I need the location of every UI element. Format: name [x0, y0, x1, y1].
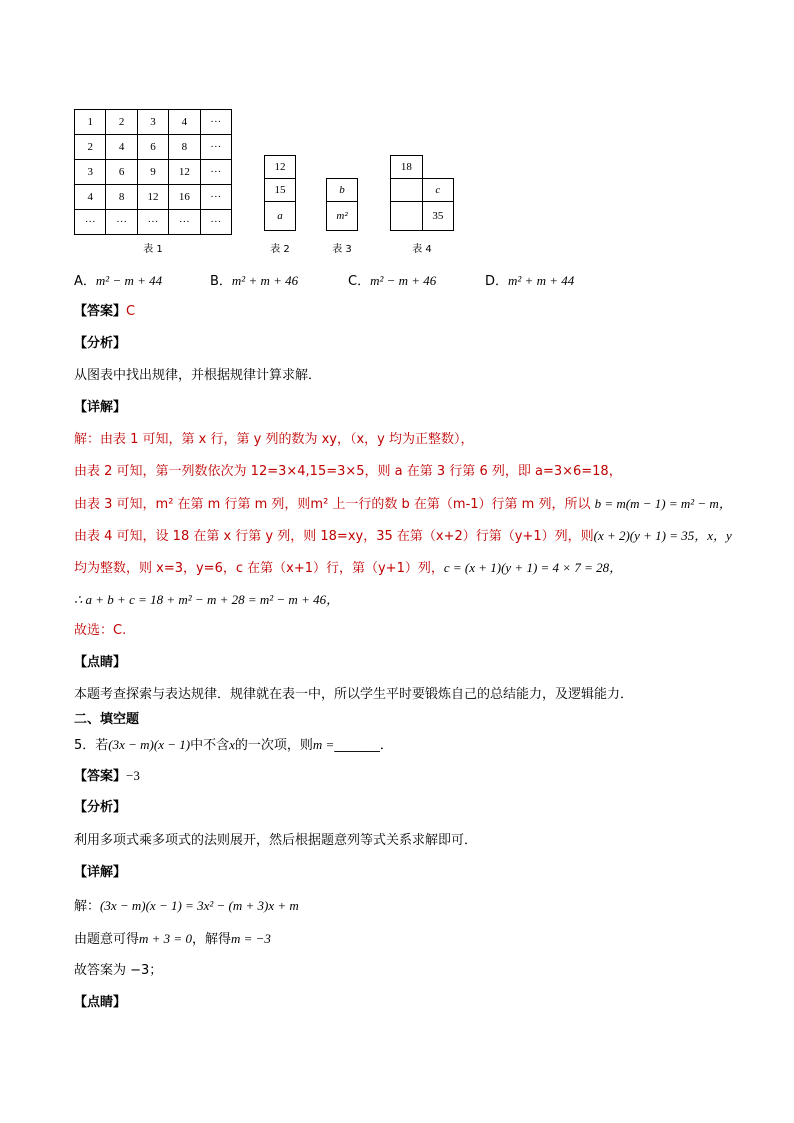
- table-1-cell: ···: [200, 160, 231, 185]
- q4-detail-tag: 【详解】: [74, 400, 127, 415]
- table-4: [390, 155, 454, 231]
- table-1-cell: ···: [75, 210, 106, 235]
- table-2-cell: 15: [265, 179, 296, 202]
- table-4-cell: 18: [391, 156, 423, 179]
- q4-answer: 【答案】C: [74, 304, 136, 319]
- q5-comment-tag: 【点睛】: [74, 995, 127, 1010]
- table-1-cell: 6: [137, 135, 168, 160]
- table-1-cell: ···: [169, 210, 200, 235]
- table-1-cell: 8: [169, 135, 200, 160]
- q4-detail-4: 由表 4 可知，设 18 在第 x 行第 y 列，则 18=xy，35 在第（x+2）行第（y+1）列，则(x + 2)(y + 1) = 35，x，y: [74, 528, 732, 544]
- table-1-cell: 4: [169, 110, 200, 135]
- q4-detail-5: 均为整数，则 x=3，y=6，c 在第（x+1）行，第（y+1）列，c = (x + 1)(y + 1) = 4 × 7 = 28，: [74, 560, 623, 576]
- q5-stem: 5．若(3x − m)(x − 1)中不含x的一次项，则m =_______．: [74, 737, 393, 753]
- table-1-cell: 2: [75, 135, 106, 160]
- table-1-cell: 3: [75, 160, 106, 185]
- q5-detail-2: 由题意可得m + 3 = 0，解得m = −3: [74, 931, 271, 947]
- q4-analysis-tag: 【分析】: [74, 336, 127, 351]
- table-1-cell: ···: [200, 210, 231, 235]
- q4-analysis: 从图表中找出规律，并根据规律计算求解．: [74, 368, 322, 383]
- table-4-cell-35: 35: [422, 202, 453, 231]
- table-1-cell: 4: [75, 185, 106, 210]
- table-1-cell: 1: [75, 110, 106, 135]
- table-1-cell: ···: [200, 110, 231, 135]
- option-d: D．m² + m + 44: [485, 273, 575, 289]
- table-1-cell: ···: [200, 135, 231, 160]
- q4-detail-7: 故选：C.: [74, 623, 127, 638]
- table-1-caption: 表 1: [143, 244, 163, 255]
- table-1-cell: ···: [106, 210, 137, 235]
- q5-detail-tag: 【详解】: [74, 865, 127, 880]
- option-c: C．m² − m + 46: [348, 273, 437, 289]
- q5-detail-1: 解：(3x − m)(x − 1) = 3x² − (m + 3)x + m: [74, 898, 299, 914]
- option-a: A．m² − m + 44: [74, 273, 163, 289]
- table-1-cell: ···: [200, 185, 231, 210]
- table-1-cell: 4: [106, 135, 137, 160]
- table-3: [326, 178, 358, 231]
- option-b: B．m² + m + 46: [210, 273, 299, 289]
- table-1-cell: 16: [169, 185, 200, 210]
- q4-detail-1: 解：由表 1 可知，第 x 行，第 y 列的数为 xy，（x，y 均为正整数），: [74, 432, 474, 447]
- table-2-cell: 12: [265, 156, 296, 179]
- table-4-caption: 表 4: [412, 244, 432, 255]
- table-1-cell: 6: [106, 160, 137, 185]
- table-1-cell: 8: [106, 185, 137, 210]
- section-heading: 二、填空题: [74, 712, 140, 727]
- table-3-caption: 表 3: [332, 244, 352, 255]
- q4-detail-6: ∴ a + b + c = 18 + m² − m + 28 = m² − m + 46，: [74, 592, 340, 607]
- table-1-cell: 9: [137, 160, 168, 185]
- q4-detail-3: 由表 3 可知，m² 在第 m 行第 m 列，则m² 上一行的数 b 在第（m-1）行第 m 列，所以 b = m(m − 1) = m² − m，: [74, 496, 732, 512]
- table-2-cell-a: a: [265, 202, 296, 231]
- table-1-cell: 3: [137, 110, 168, 135]
- q4-comment: 本题考查探索与表达规律．规律就在表一中，所以学生平时要锻炼自己的总结能力，及逻辑能力．: [74, 687, 634, 702]
- table-4-cell-empty: [391, 202, 423, 231]
- table-4-cell-c: c: [422, 179, 453, 202]
- table-4-cell-empty: [391, 179, 423, 202]
- q4-comment-tag: 【点睛】: [74, 655, 127, 670]
- table-1-cell: 12: [169, 160, 200, 185]
- q5-answer: 【答案】−3: [74, 768, 140, 784]
- table-1-cell: 2: [106, 110, 137, 135]
- table-2: [264, 155, 296, 231]
- q5-analysis-tag: 【分析】: [74, 800, 127, 815]
- q4-detail-2: 由表 2 可知，第一列数依次为 12=3×4,15=3×5，则 a 在第 3 行第 6 列，即 a=3×6=18，: [74, 464, 622, 479]
- table-3-cell-m2: m²: [327, 202, 358, 231]
- table-3-cell-b: b: [327, 179, 358, 202]
- q5-analysis: 利用多项式乘多项式的法则展开，然后根据题意列等式关系求解即可．: [74, 833, 478, 848]
- q5-detail-3: 故答案为 −3；: [74, 963, 163, 978]
- table-1-cell: 12: [137, 185, 168, 210]
- table-2-caption: 表 2: [270, 244, 290, 255]
- table-1-cell: ···: [137, 210, 168, 235]
- table-1: [74, 109, 232, 235]
